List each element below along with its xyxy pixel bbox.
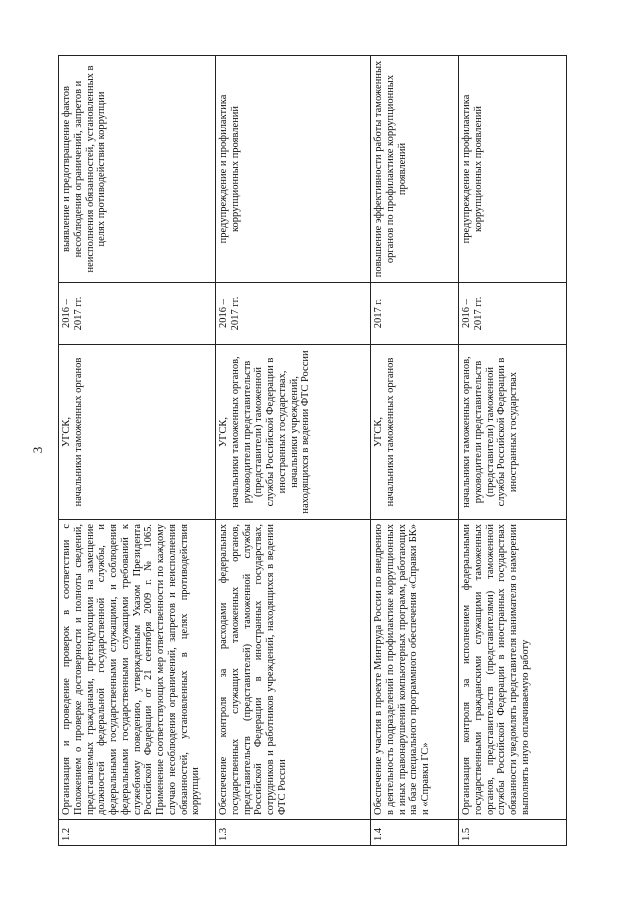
row-number: 1.2 xyxy=(59,820,216,846)
measure-description: Организация и проведение проверок в соответствии с Положением о проверке достоверности и полноты сведений, представляемых гражданами, претендующими на замещение должностей федеральной государственной службы, и федеральными государственными служащими, и соблюдения федеральными государственными служащими требований к служебному поведению, утвержденным Указом Президента Российской Федерации от 21 сентября 2009 г. № 1065. Применение соответствующих мер ответственности по каждому случаю несоблюдения ограничений, запретов и неисполнения обязанностей, установленных в целях противодействия коррупции xyxy=(59,520,216,820)
responsible-executors: начальники таможенных органов, руководители представительств (представители) таможенной службы Российской Федерации в иностранных государствах xyxy=(459,345,567,520)
expected-result: повышение эффективности работы таможенных органов по профилактике коррупционных проявлений xyxy=(371,56,459,283)
expected-result: предупреждение и профилактика коррупционных проявлений xyxy=(216,56,371,283)
row-number: 1.3 xyxy=(216,820,371,846)
deadline: 2017 г. xyxy=(371,283,459,345)
row-number: 1.5 xyxy=(459,820,567,846)
deadline: 2016 – 2017 гг. xyxy=(216,283,371,345)
table-row xyxy=(59,56,216,846)
expected-result: выявление и предотвращение фактов несоблюдения ограничений, запретов и неисполнения обязанностей, установленных в целях противодействия коррупции xyxy=(59,56,216,283)
measure-description: Обеспечение контроля за расходами федеральных государственных служащих таможенных органов, представительств (представителей) таможенной службы Российской Федерации в иностранных государствах, сотрудников и работников учреждений, находящихся в ведении ФТС России xyxy=(216,520,371,820)
expected-result: предупреждение и профилактика коррупционных проявлений xyxy=(459,56,567,283)
measures-table xyxy=(58,55,567,846)
table-row xyxy=(216,56,371,846)
deadline: 2016 – 2017 гг. xyxy=(59,283,216,345)
measure-description: Организация контроля за исполнением федеральными государственными гражданскими служащими таможенных органов, представительств (представителями) таможенной службы Российской Федерации в иностранных государствах обязанности уведомлять представителя нанимателя о намерении выполнять иную оплачиваемую работу xyxy=(459,520,567,820)
responsible-executors: УГСК, начальники таможенных органов xyxy=(371,345,459,520)
row-number: 1.4 xyxy=(371,820,459,846)
table-row xyxy=(371,56,459,846)
table-row xyxy=(459,56,567,846)
responsible-executors: УГСК, начальники таможенных органов, руководители представительств (представители) таможенной службы Российской Федерации в иностранных государствах, начальники учреждений, находящихся в ведении ФТС России xyxy=(216,345,371,520)
rotated-table-container xyxy=(58,56,566,846)
page-number: 3 xyxy=(30,446,45,454)
responsible-executors: УГСК, начальники таможенных органов xyxy=(59,345,216,520)
measure-description: Обеспечение участия в проекте Минтруда России по внедрению в деятельность подразделений по профилактике коррупционных и иных правонарушений компьютерных программ, работающих на базе специального программного обеспечения «Справки БК» и «Справки ГС» xyxy=(371,520,459,820)
deadline: 2016 – 2017 гг. xyxy=(459,283,567,345)
